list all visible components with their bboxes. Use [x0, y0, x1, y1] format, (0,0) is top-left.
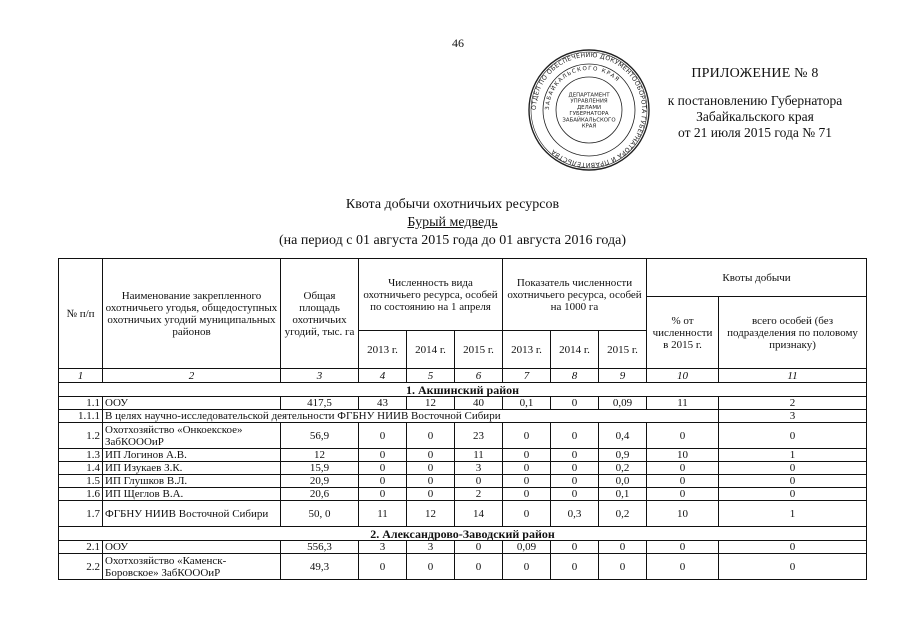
value-cell: 12: [407, 397, 455, 410]
species-title: Бурый медведь: [407, 215, 498, 230]
quota-pct-cell: 0: [647, 488, 719, 501]
area-cell: 50, 0: [281, 501, 359, 527]
value-cell: 0,1: [503, 397, 551, 410]
area-cell: 49,3: [281, 554, 359, 580]
column-index: 4: [359, 369, 407, 383]
value-cell: 0: [407, 554, 455, 580]
value-cell: 0: [359, 475, 407, 488]
header-quota-group: Квоты добычи: [647, 259, 867, 297]
seal-center-line: КРАЯ: [581, 123, 597, 130]
quota-pct-cell: 0: [647, 541, 719, 554]
table-row: [59, 462, 867, 475]
value-cell: 11: [359, 501, 407, 527]
value-cell: 0: [551, 423, 599, 449]
value-cell: 0: [455, 554, 503, 580]
value-cell: 0,09: [503, 541, 551, 554]
column-index: 9: [599, 369, 647, 383]
header-index-group: Показатель численности охотничьего ресурса, особей на 1000 га: [503, 259, 647, 331]
quota-total-cell: 3: [719, 410, 867, 423]
value-cell: 12: [407, 501, 455, 527]
hunting-ground-name: Охотхозяйство «Онкоекское» ЗабКОООиР: [103, 423, 281, 449]
region-title: 2. Александрово-Заводский район: [59, 527, 867, 541]
value-cell: 3: [407, 541, 455, 554]
table-row: [59, 423, 867, 449]
value-cell: 0: [407, 423, 455, 449]
value-cell: 0,1: [599, 488, 647, 501]
quota-pct-cell: 0: [647, 475, 719, 488]
column-index: 6: [455, 369, 503, 383]
seal-center-line: ДЕПАРТАМЕНТ: [568, 92, 610, 99]
hunting-ground-name: ИП Глушков В.Л.: [103, 475, 281, 488]
area-cell: 417,5: [281, 397, 359, 410]
header-count-group: Численность вида охотничьего ресурса, особей по состоянию на 1 апреля: [359, 259, 503, 331]
column-index: 3: [281, 369, 359, 383]
value-cell: 0,2: [599, 501, 647, 527]
period-subtitle: (на период с 01 августа 2015 года до 01 августа 2016 года): [278, 233, 626, 248]
value-cell: 0: [503, 488, 551, 501]
row-note: В целях научно-исследовательской деятельности ФГБНУ НИИВ Восточной Сибири: [103, 410, 719, 423]
hunting-ground-name: ИП Логинов А.В.: [103, 449, 281, 462]
value-cell: 0,4: [599, 423, 647, 449]
value-cell: 0: [359, 488, 407, 501]
value-cell: 0: [551, 475, 599, 488]
quota-total-cell: 0: [719, 554, 867, 580]
quota-total-cell: 0: [719, 488, 867, 501]
area-cell: 56,9: [281, 423, 359, 449]
svg-text:ЗАБАЙКАЛЬСКОГО КРАЯ: ЗАБАЙКАЛЬСКОГО КРАЯ: [544, 65, 621, 111]
header-name: Наименование закрепленного охотничьего угодья, общедоступных охотничьих угодий муниципальных районов: [103, 259, 281, 369]
header-year: 2015 г.: [455, 331, 503, 369]
header-area: Общая площадь охотничьих угодий, тыс. га: [281, 259, 359, 369]
quota-total-cell: 0: [719, 423, 867, 449]
quota-pct-cell: 11: [647, 397, 719, 410]
value-cell: 0: [503, 449, 551, 462]
column-index: 2: [103, 369, 281, 383]
value-cell: 0: [407, 475, 455, 488]
table-row: [59, 501, 867, 527]
appendix-line-1: к постановлению Губернатора: [667, 93, 843, 108]
header-quota-pct: % от численности в 2015 г.: [647, 297, 719, 369]
quota-total-cell: 0: [719, 541, 867, 554]
page-number: 46: [452, 36, 464, 50]
value-cell: 0: [503, 554, 551, 580]
row-number: 1.3: [59, 449, 103, 462]
quota-pct-cell: 0: [647, 462, 719, 475]
table-row: [59, 541, 867, 554]
hunting-ground-name: ООУ: [103, 541, 281, 554]
value-cell: 0: [503, 501, 551, 527]
value-cell: 0: [503, 423, 551, 449]
value-cell: 0: [551, 488, 599, 501]
column-index: 1: [59, 369, 103, 383]
table-row: [59, 554, 867, 580]
value-cell: 0: [407, 449, 455, 462]
region-row: [59, 527, 867, 541]
header-year: 2015 г.: [599, 331, 647, 369]
appendix-block: [650, 66, 860, 141]
value-cell: 0: [407, 462, 455, 475]
value-cell: 0: [599, 541, 647, 554]
value-cell: 0: [599, 554, 647, 580]
value-cell: 0: [551, 554, 599, 580]
area-cell: 556,3: [281, 541, 359, 554]
area-cell: 20,6: [281, 488, 359, 501]
row-number: 1.4: [59, 462, 103, 475]
document-title: Квота добычи охотничьих ресурсов: [345, 197, 560, 212]
column-index: 5: [407, 369, 455, 383]
quota-pct-cell: 10: [647, 449, 719, 462]
table-row: [59, 397, 867, 410]
quota-total-cell: 1: [719, 501, 867, 527]
table-row: [59, 488, 867, 501]
value-cell: 3: [455, 462, 503, 475]
seal-center-line: ГУБЕРНАТОРА: [569, 111, 609, 118]
value-cell: 0: [359, 449, 407, 462]
value-cell: 0: [359, 462, 407, 475]
value-cell: 0: [455, 541, 503, 554]
row-number: 1.1.1: [59, 410, 103, 423]
row-number: 1.7: [59, 501, 103, 527]
value-cell: 0: [503, 462, 551, 475]
quota-total-cell: 0: [719, 475, 867, 488]
area-cell: 12: [281, 449, 359, 462]
area-cell: 20,9: [281, 475, 359, 488]
hunting-ground-name: ИП Щеглов В.А.: [103, 488, 281, 501]
row-number: 2.2: [59, 554, 103, 580]
table-row: [59, 475, 867, 488]
row-number: 2.1: [59, 541, 103, 554]
area-cell: 15,9: [281, 462, 359, 475]
value-cell: 11: [455, 449, 503, 462]
row-number: 1.6: [59, 488, 103, 501]
value-cell: 0: [503, 475, 551, 488]
quota-table: [58, 258, 867, 580]
seal-center-line: УПРАВЛЕНИЯ: [570, 98, 608, 105]
value-cell: 0,09: [599, 397, 647, 410]
value-cell: 0,2: [599, 462, 647, 475]
hunting-ground-name: ИП Изукаев З.К.: [103, 462, 281, 475]
hunting-ground-name: Охотхозяйство «Каменск-Боровское» ЗабКОООиР: [103, 554, 281, 580]
appendix-line-3: от 21 июля 2015 года № 71: [678, 125, 832, 140]
header-year: 2014 г.: [551, 331, 599, 369]
table-row: [59, 410, 867, 423]
value-cell: 0,3: [551, 501, 599, 527]
quota-pct-cell: 10: [647, 501, 719, 527]
table-row: [59, 449, 867, 462]
quota-pct-cell: 0: [647, 554, 719, 580]
quota-pct-cell: 0: [647, 423, 719, 449]
value-cell: 0: [407, 488, 455, 501]
quota-total-cell: 2: [719, 397, 867, 410]
value-cell: 0: [455, 475, 503, 488]
region-title: 1. Акшинский район: [59, 383, 867, 397]
value-cell: 23: [455, 423, 503, 449]
column-index: 10: [647, 369, 719, 383]
row-number: 1.5: [59, 475, 103, 488]
value-cell: 0: [551, 397, 599, 410]
region-row: [59, 383, 867, 397]
appendix-title: ПРИЛОЖЕНИЕ № 8: [691, 66, 819, 81]
hunting-ground-name: ООУ: [103, 397, 281, 410]
value-cell: 0: [359, 423, 407, 449]
value-cell: 0: [551, 462, 599, 475]
header-year: 2013 г.: [503, 331, 551, 369]
row-number: 1.2: [59, 423, 103, 449]
value-cell: 3: [359, 541, 407, 554]
column-index: 7: [503, 369, 551, 383]
seal-center-line: ДЕЛАМИ: [576, 104, 602, 111]
value-cell: 0,0: [599, 475, 647, 488]
quota-total-cell: 0: [719, 462, 867, 475]
appendix-line-2: Забайкальского края: [696, 109, 814, 124]
svg-text:ОТДЕЛ ПО ОБЕСПЕЧЕНИЮ ДОКУМЕНТО: ОТДЕЛ ПО ОБЕСПЕЧЕНИЮ ДОКУМЕНТООБОРОТА ГУБЕРНАТОРА И ПРАВИТЕЛЬСТВА: [530, 51, 648, 169]
column-index: 8: [551, 369, 599, 383]
column-index: 11: [719, 369, 867, 383]
value-cell: 2: [455, 488, 503, 501]
header-year: 2014 г.: [407, 331, 455, 369]
seal-center-line: ЗАБАЙКАЛЬСКОГО: [562, 117, 616, 124]
value-cell: 40: [455, 397, 503, 410]
header-quota-total: всего особей (без подразделения по половому признаку): [719, 297, 867, 369]
quota-total-cell: 1: [719, 449, 867, 462]
row-number: 1.1: [59, 397, 103, 410]
value-cell: 0: [551, 541, 599, 554]
value-cell: 0: [551, 449, 599, 462]
value-cell: 0: [359, 554, 407, 580]
value-cell: 43: [359, 397, 407, 410]
header-num: № п/п: [59, 259, 103, 369]
header-year: 2013 г.: [359, 331, 407, 369]
column-index-row: [59, 369, 867, 383]
hunting-ground-name: ФГБНУ НИИВ Восточной Сибири: [103, 501, 281, 527]
official-seal: [527, 48, 651, 172]
value-cell: 0,9: [599, 449, 647, 462]
value-cell: 14: [455, 501, 503, 527]
